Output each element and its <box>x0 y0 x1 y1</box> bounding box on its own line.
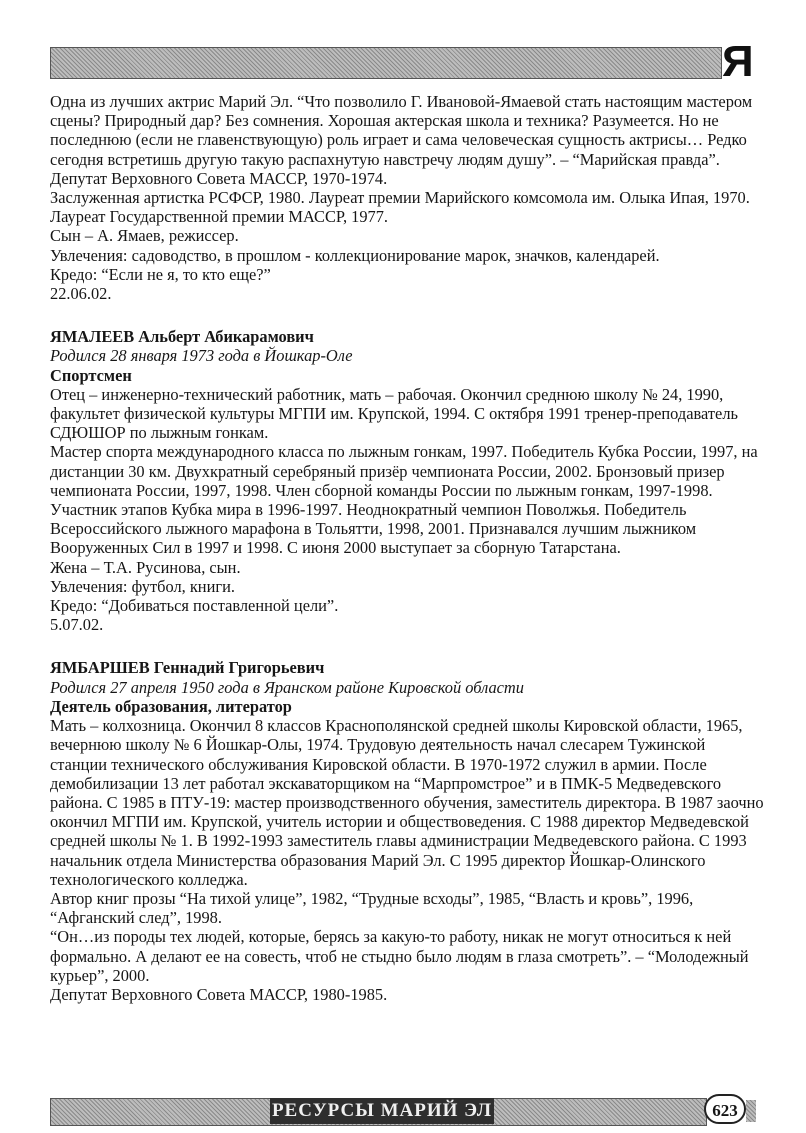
page-content <box>50 92 765 1004</box>
intro-paragraph: Одна из лучших актрис Марий Эл. “Что позволило Г. Ивановой-Ямаевой стать настоящим мастером сцены? Природный дар? Без сомнения. Хорошая актерская школа и техника? Разумеется. Но не последнюю (если не главенствующую) роль играет и сама человеческая сущность актрисы… Редко сегодня встретишь другую такую распахнутую навстречу людям душу”. – “Марийская правда”. <box>50 92 753 169</box>
entry-profession: Спортсмен <box>50 365 132 385</box>
entry-paragraph: Жена – Т.А. Русинова, сын. <box>50 557 241 577</box>
intro-paragraph: Кредо: “Если не я, то кто еще?” <box>50 264 271 284</box>
entry-paragraph: Мастер спорта международного класса по лыжным гонкам, 1997. Победитель Кубка России, 1997, на дистанции 30 км. Двухкратный серебряный призёр чемпионата России, 2002. Бронзовый призер чемпионата России, 1997, 1998. Член сборной команды России по лыжным гонкам, 1997-1998. Участник этапов Кубка мира в 1996-1997. Неоднократный чемпион Поволжья. Победитель Всероссийского лыжного марафона в Тольятти, 1998, 2001. Признавался лучшим лыжником Вооруженных Сил в 1997 и 1998. С июня 2000 выступает за сборную Татарстана. <box>50 442 758 558</box>
footer-title: РЕСУРСЫ МАРИЙ ЭЛ <box>270 1098 494 1124</box>
entry-paragraph: Депутат Верховного Совета МАССР, 1980-1985. <box>50 984 388 1004</box>
entry-paragraph: Мать – колхозница. Окончил 8 классов Краснополянской средней школы Кировской области, 1965, вечернюю школу № 6 Йошкар-Олы, 1974. Трудовую деятельность начал слесарем Тужинской станции технического обслуживания Кировской области. В 1970-1972 служил в армии. После демобилизации 13 лет работал экскаваторщиком на “Марпромстрое” и в ПМК-5 Медведевского района. С 1985 в ПТУ-19: мастер производственного обучения, заместитель директора. В 1987 заочно окончил МГПИ им. Крупской, учитель истории и обществоведения. С 1988 директор Медведевской средней школы № 1. В 1992-1993 заместитель главы администрации Медведевского района. С 1993 начальник отдела Министерства образования Марий Эл. С 1995 директор Йошкар-Олинского технологического колледжа. <box>50 716 764 889</box>
intro-block <box>50 92 765 303</box>
footer-decorative-tail <box>746 1100 756 1122</box>
intro-paragraph: Увлечения: садоводство, в прошлом - коллекционирование марок, значков, календарей. <box>50 245 660 265</box>
intro-paragraph: 22.06.02. <box>50 284 112 304</box>
entry-profession: Деятель образования, литератор <box>50 696 292 716</box>
biography-entry <box>50 658 765 1004</box>
header-decorative-bar <box>50 47 722 79</box>
entry-name: ЯМАЛЕЕВ Альберт Абикарамович <box>50 327 314 347</box>
entry-paragraph: 5.07.02. <box>50 615 104 635</box>
entry-name: ЯМБАРШЕВ Геннадий Григорьевич <box>50 658 325 678</box>
entry-paragraph: Отец – инженерно-технический работник, мать – рабочая. Окончил среднюю школу № 24, 1990, факультет физической культуры МГПИ им. Крупской, 1994. С октября 1991 тренер-преподаватель СДЮШОР по лыжным гонкам. <box>50 384 738 443</box>
intro-paragraph: Заслуженная артистка РСФСР, 1980. Лауреат премии Марийского комсомола им. Олыка Ипая, 1970. Лауреат Государственной премии МАССР, 1977. <box>50 188 750 227</box>
intro-paragraph: Сын – А. Ямаев, режиссер. <box>50 226 239 246</box>
intro-paragraph: Депутат Верховного Совета МАССР, 1970-1974. <box>50 168 388 188</box>
entry-paragraph: Автор книг прозы “На тихой улице”, 1982, “Трудные всходы”, 1985, “Власть и кровь”, 1996, “Афганский след”, 1998. <box>50 888 694 928</box>
entry-birth: Родился 27 апреля 1950 года в Яранском районе Кировской области <box>50 677 524 697</box>
entry-birth: Родился 28 января 1973 года в Йошкар-Оле <box>50 346 353 366</box>
entry-paragraph: “Он…из породы тех людей, которые, берясь за какую-то работу, никак не могут относиться к ней формально. А делают ее на совесть, чтоб не стыдно было людям в глаза смотреть”. – “Молодежный курьер”, 2000. <box>50 927 749 985</box>
entry-paragraph: Увлечения: футбол, книги. <box>50 576 235 596</box>
biography-entry <box>50 327 765 634</box>
section-letter: Я <box>722 37 754 86</box>
entry-paragraph: Кредо: “Добиваться поставленной цели”. <box>50 596 339 616</box>
page-number: 623 <box>704 1094 746 1124</box>
